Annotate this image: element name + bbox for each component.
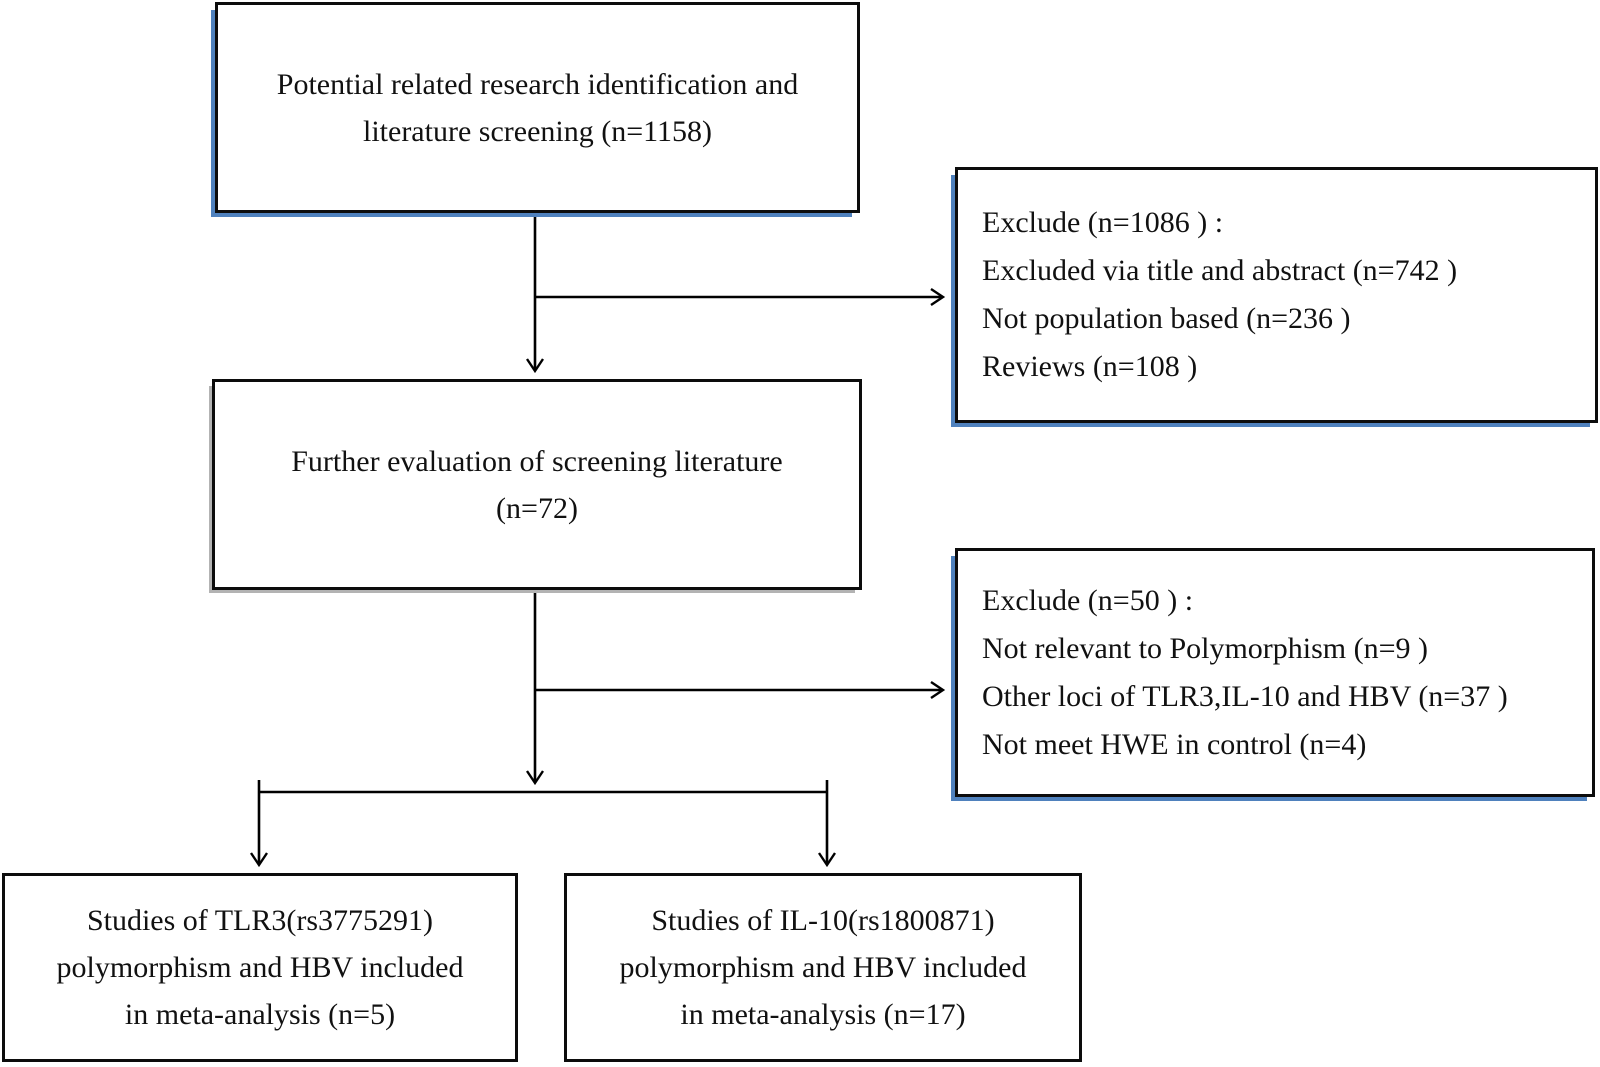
box-tlr3-included-line: polymorphism and HBV included bbox=[56, 951, 464, 984]
box-tlr3-included-line: in meta-analysis (n=5) bbox=[124, 998, 396, 1031]
box-exclude-first-line: Excluded via title and abstract (n=742 ) bbox=[982, 254, 1458, 287]
box-il10-included-line: Studies of IL-10(rs1800871) bbox=[651, 904, 995, 937]
box-exclude-first-line: Not population based (n=236 ) bbox=[982, 302, 1351, 335]
box-exclude-second-line: Other loci of TLR3,IL-10 and HBV (n=37 ) bbox=[982, 679, 1508, 713]
box-identification-line: Potential related research identification and bbox=[276, 67, 799, 101]
box-tlr3-included-line: Studies of TLR3(rs3775291) bbox=[86, 904, 434, 937]
box-evaluation bbox=[212, 379, 862, 590]
box-exclude-first bbox=[955, 167, 1598, 423]
box-exclude-second-line: Not relevant to Polymorphism (n=9 ) bbox=[982, 631, 1429, 665]
box-il10-included bbox=[564, 873, 1082, 1062]
box-exclude-first-line: Exclude (n=1086 ) : bbox=[982, 206, 1224, 239]
box-il10-included-line: polymorphism and HBV included bbox=[619, 951, 1027, 984]
box-exclude-second bbox=[955, 548, 1595, 797]
box-identification-line: literature screening (n=1158) bbox=[363, 114, 712, 148]
box-evaluation-line: (n=72) bbox=[496, 491, 578, 525]
box-exclude-second-line: Not meet HWE in control (n=4) bbox=[982, 727, 1367, 761]
box-tlr3-included bbox=[2, 873, 518, 1062]
box-exclude-first-line: Reviews (n=108 ) bbox=[982, 350, 1198, 383]
box-evaluation-line: Further evaluation of screening literature bbox=[291, 444, 783, 478]
box-exclude-second-line: Exclude (n=50 ) : bbox=[982, 583, 1194, 617]
box-identification bbox=[215, 2, 860, 213]
box-il10-included-line: in meta-analysis (n=17) bbox=[680, 998, 966, 1031]
